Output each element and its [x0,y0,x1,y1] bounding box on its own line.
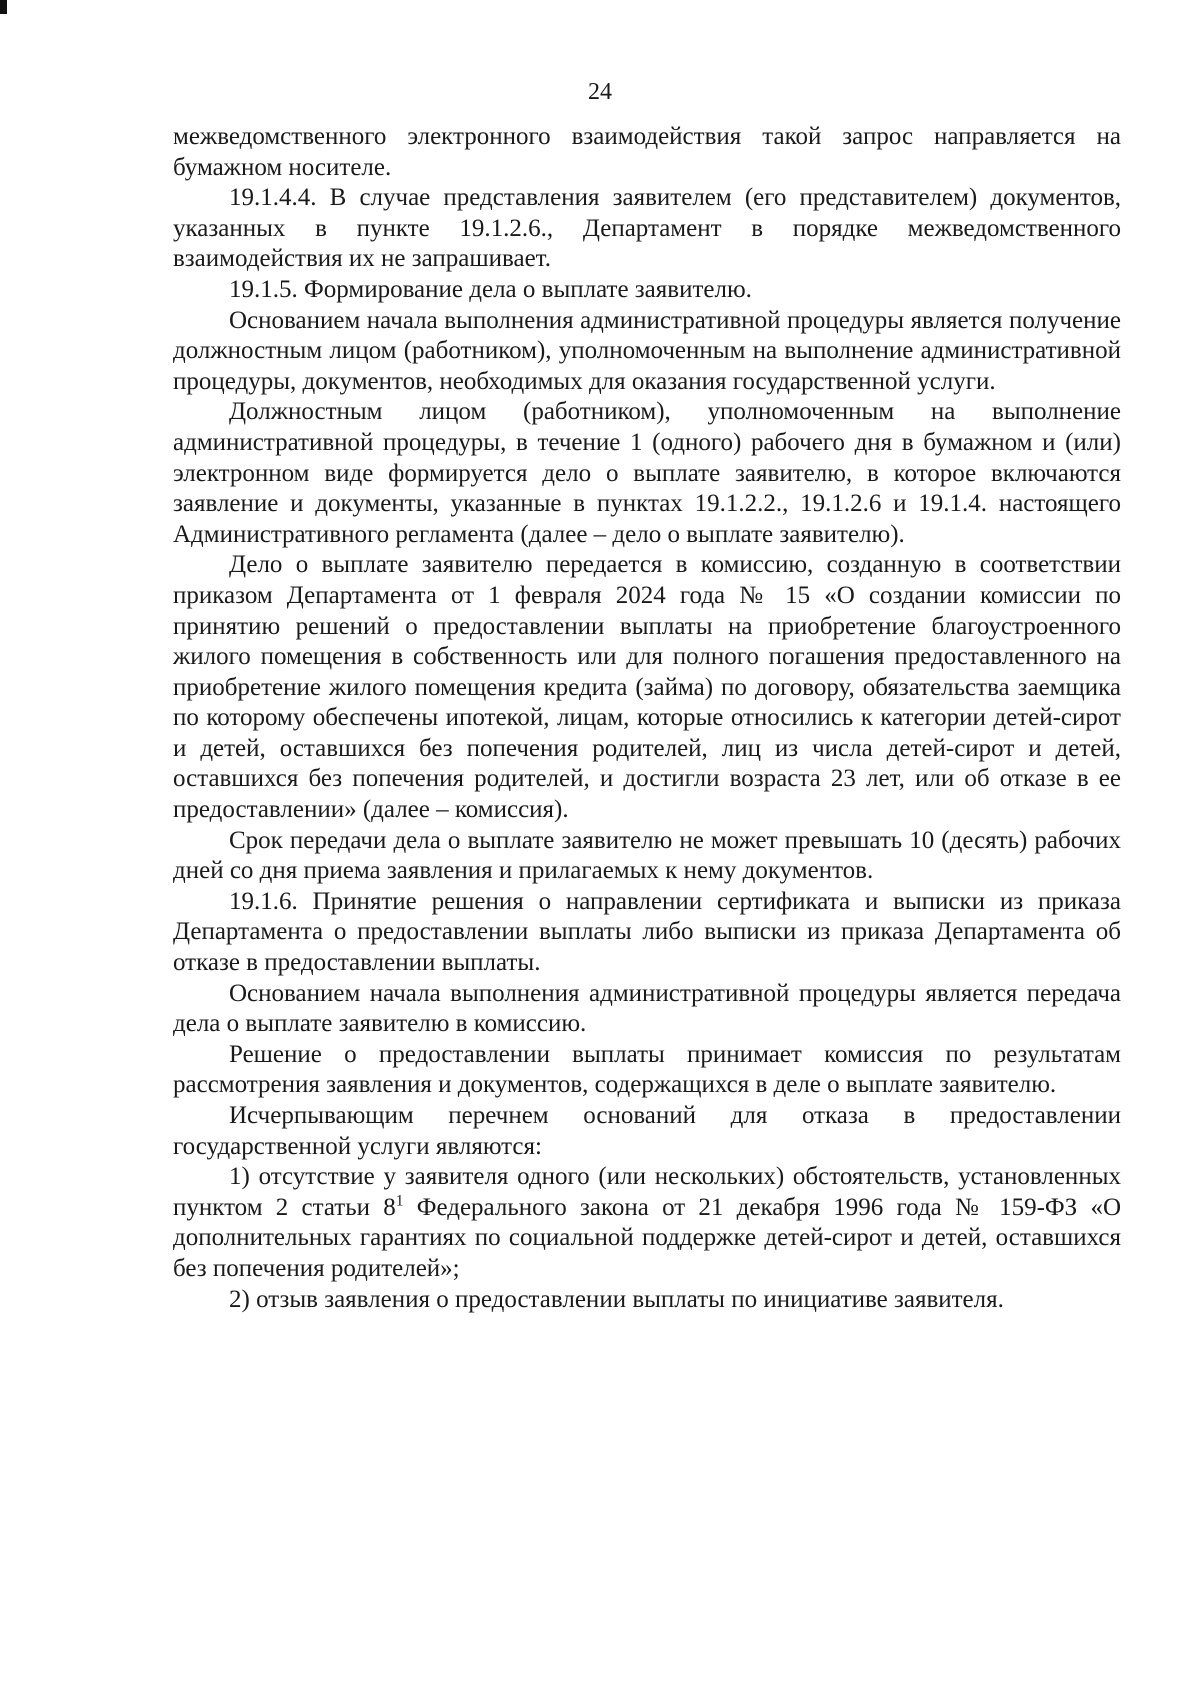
list-item-text: 1) отсутствие у заявителя одного (или нескольких) обстоятельств, установленных пунктом 2 статьи 8 [173,1163,1121,1221]
document-body [173,122,1121,1315]
list-item-text: Федерального закона от 21 декабря 1996 года № 159-ФЗ «О дополнительных гарантиях по социальной поддержке детей-сирот и детей, оставшихся без попечения родителей»; [173,1193,1121,1282]
list-item: 2) отзыв заявления о предоставлении выплаты по инициативе заявителя. [229,1285,1004,1313]
paragraph: 19.1.4.4. В случае представления заявителем (его представителем) документов, указанных в пункте 19.1.2.6., Департамент в порядке межведомственного взаимодействия их не запрашивает. [173,184,1121,273]
paragraph: Должностным лицом (работником), уполномоченным на выполнение административной процедуры, в течение 1 (одного) рабочего дня в бумажном и (или) электронном виде формируется дело о выплате заявителю, в которое включаются заявление и документы, указанные в пунктах 19.1.2.2., 19.1.2.6 и 19.1.4. настоящего Административного регламента (далее – дело о выплате заявителю). [173,398,1121,548]
paragraph: Срок передачи дела о выплате заявителю не может превышать 10 (десять) рабочих дней со дня приема заявления и прилагаемых к нему документов. [173,826,1121,885]
scan-corner-mark [0,0,7,14]
paragraph: Исчерпывающим перечнем оснований для отказа в предоставлении государственной услуги являются: [173,1102,1121,1160]
paragraph: Основанием начала выполнения административной процедуры является передача дела о выплате заявителю в комиссию. [173,979,1121,1038]
paragraph: Решение о предоставлении выплаты принимает комиссия по результатам рассмотрения заявления и документов, содержащихся в деле о выплате заявителю. [173,1040,1121,1099]
section-heading: 19.1.5. Формирование дела о выплате заявителю. [229,275,752,303]
paragraph: Основанием начала выполнения административной процедуры является получение должностным лицом (работником), уполномоченным на выполнение административной процедуры, документов, необходимых для оказания государственной услуги. [173,306,1121,395]
page-number: 24 [588,79,612,105]
paragraph: межведомственного электронного взаимодействия такой запрос направляется на бумажном носителе. [173,123,1121,181]
superscript: 1 [395,1192,404,1210]
paragraph: Дело о выплате заявителю передается в комиссию, созданную в соответствии приказом Департамента от 1 февраля 2024 года № 15 «О создании комиссии по принятию решений о предоставлении выплаты на приобретение благоустроенного жилого помещения в собственность или для полного погашения предоставленного на приобретение жилого помещения кредита (займа) по договору, обязательства заемщика по которому обеспечены ипотекой, лицам, которые относились к категории детей-сирот и детей, оставшихся без попечения родителей, лиц из числа детей-сирот и детей, оставшихся без попечения родителей, и достигли возраста 23 лет, или об отказе в ее предоставлении» (далее – комиссия). [173,551,1121,824]
section-heading: 19.1.6. Принятие решения о направлении сертификата и выписки из приказа Департамента о предоставлении выплаты либо выписки из приказа Департамента об отказе в предоставлении выплаты. [173,887,1121,977]
list-item [173,1162,1121,1284]
